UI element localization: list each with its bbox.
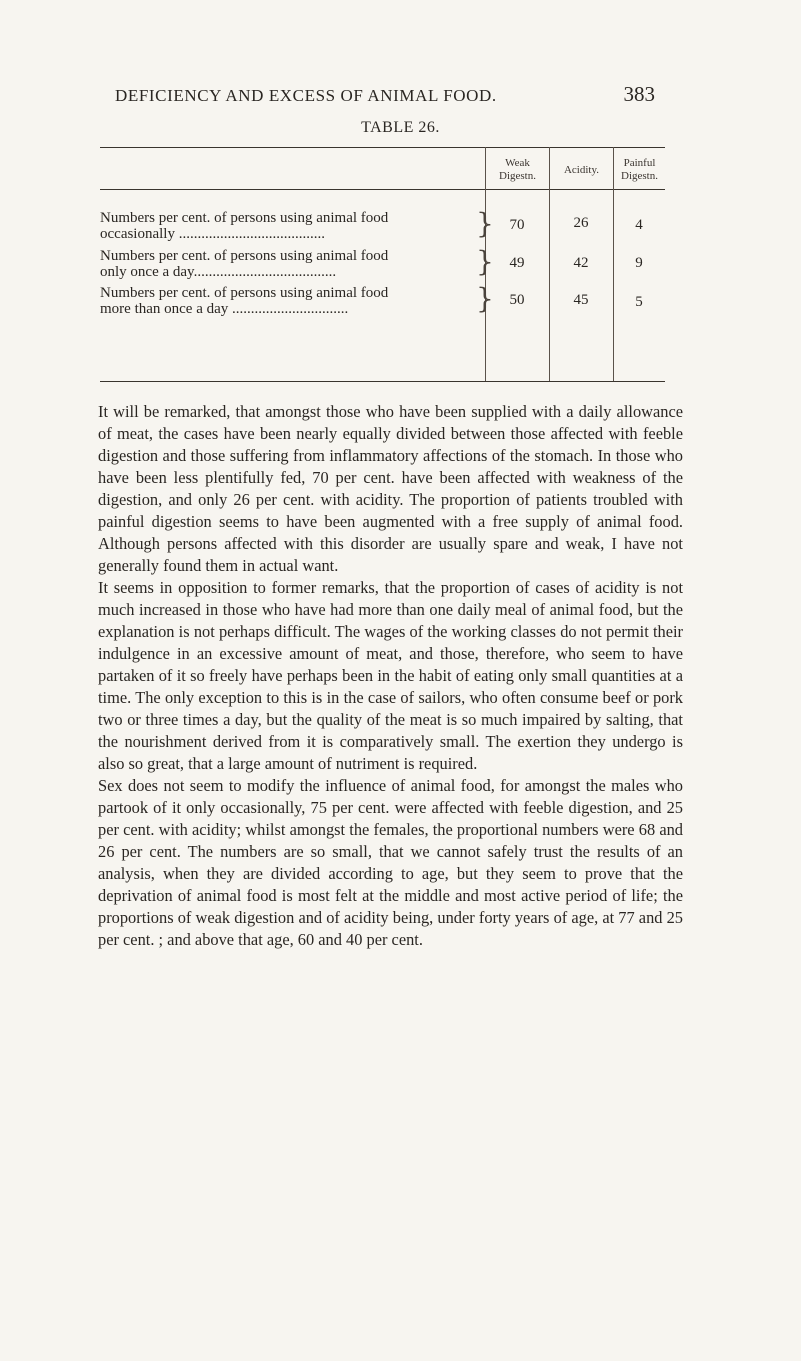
row-label-line: Numbers per cent. of persons using animal food [100,285,389,301]
table-cell: 45 [573,292,589,308]
table-caption: TABLE 26. [361,119,440,136]
column-header-line: Digestn. [499,170,536,182]
row-label-line: only once a day...................................... [100,264,337,280]
row-brace: } [476,282,494,315]
row-brace: } [476,245,494,278]
table-top-rule [100,147,665,148]
table-cell: 26 [573,215,589,231]
paragraph: It seems in opposition to former remarks, that the proportion of cases of acidity is not much increased in those who have had more than one daily meal of animal food, but the explanation is not perhaps difficult. The wages of the working classes do not permit their indulgence in an excessive amount of meat, and those, therefore, who seem to have partaken of it so freely have perhaps been in the habit of eating only small quantities at a time. The only exception to this is in the case of sailors, who often consume beef or pork two or three times a day, but the quality of the meat is so much impaired by salting, that the nourishment derived from it is comparatively small. The exertion they undergo is also so great, that a large amount of nutriment is required. [98,578,683,773]
running-title: DEFICIENCY AND EXCESS OF ANIMAL FOOD. [115,86,497,105]
table-cell: 70 [509,217,525,233]
row-brace: } [476,207,494,240]
row-label-line: Numbers per cent. of persons using animal food [100,210,389,226]
table-cell: 50 [509,292,525,308]
paragraph: It will be remarked, that amongst those who have been supplied with a daily allowance of meat, the cases have been nearly equally divided between those affected with feeble digestion and those suffering from inflammatory affections of the stomach. In those who have been less plentifully fed, 70 per cent. have been affected with weakness of the digestion, and only 26 per cent. with acidity. The proportion of patients troubled with painful digestion seems to have been augmented with a free supply of animal food. Although persons affected with this disorder are usually spare and weak, I have not generally found them in actual want. [98,402,683,575]
column-header-line: Painful [623,157,656,169]
table-row-label [100,248,478,280]
running-head [115,84,655,110]
table-cell: 42 [573,255,589,271]
table-cell: 49 [509,255,525,271]
table-header-rule [100,189,665,190]
column-header-line: Acidity. [563,164,600,176]
table-cell: 4 [635,217,643,233]
table-cell: 5 [635,294,643,310]
table-row-label [100,285,478,317]
col-divider-2 [549,147,550,381]
column-header-line: Digestn. [621,170,658,182]
table-bottom-rule [100,381,665,382]
page-number: 383 [623,82,655,106]
paragraph: Sex does not seem to modify the influence of animal food, for amongst the males who partook of it only occasionally, 75 per cent. were affected with feeble digestion, and 25 per cent. with acidity; whilst amongst the females, the proportional numbers were 68 and 26 per cent. The numbers are so small, that we cannot safely trust the results of an analysis, when they are divided according to age, but they seem to prove that the deprivation of animal food is most felt at the middle and most active period of life; the proportions of weak digestion and of acidity being, under forty years of age, at 77 and 25 per cent. ; and above that age, 60 and 40 per cent. [98,776,683,949]
table-row-label [100,210,478,242]
row-label-line: Numbers per cent. of persons using animal food [100,248,389,264]
column-header-acidity [550,164,613,177]
data-table [100,147,665,382]
column-header-weak-digestion [486,157,549,183]
row-label-line: occasionally ....................................... [100,226,325,242]
table-cell: 9 [635,255,643,271]
row-label-line: more than once a day ............................... [100,301,349,317]
column-header-line: Weak [505,157,530,169]
column-header-painful-digestion [614,157,665,183]
body-text [98,401,683,951]
